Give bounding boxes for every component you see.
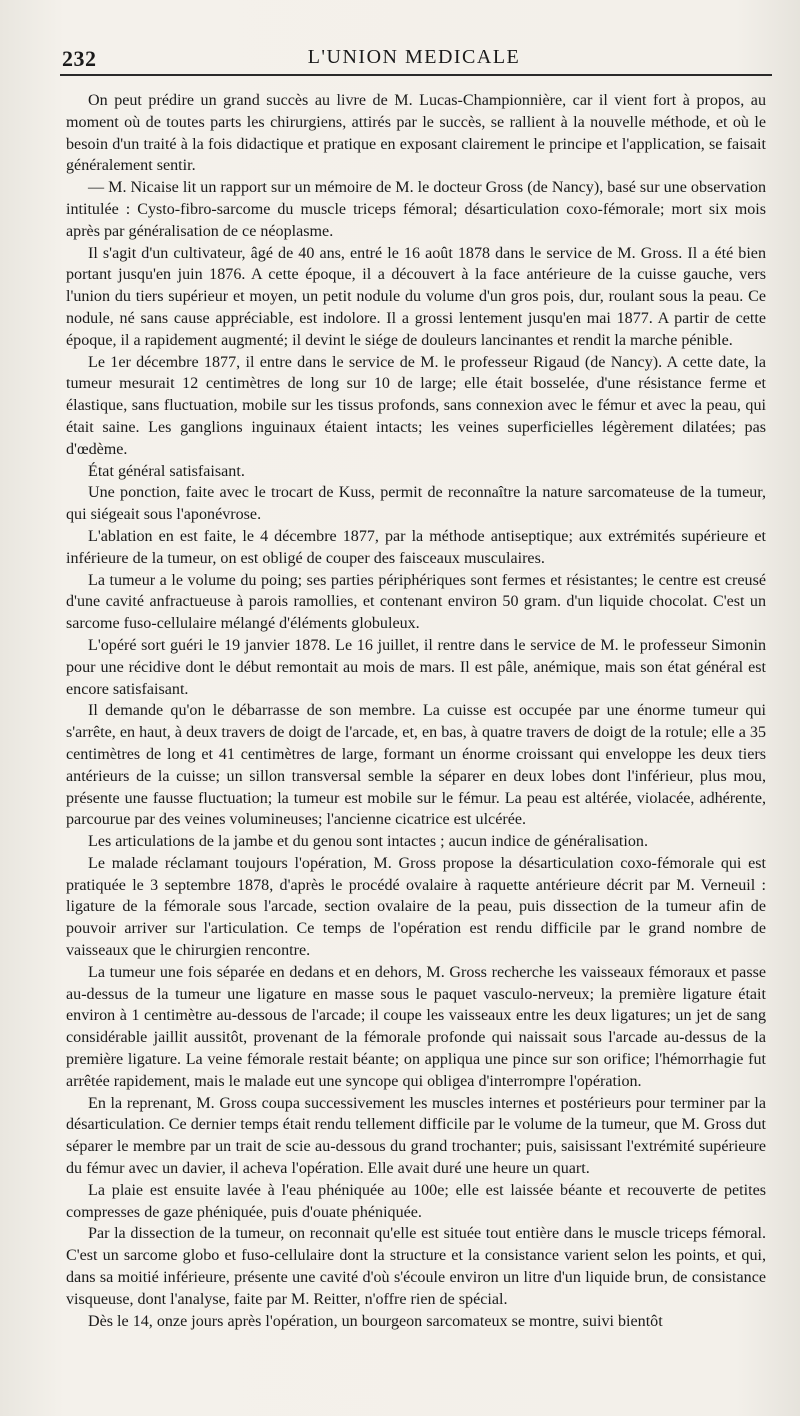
article-body bbox=[66, 90, 766, 1332]
paragraph-joints-intact: Les articulations de la jambe et du genou sont intactes ; aucun indice de généralisation. bbox=[88, 833, 648, 851]
paragraph-tumor-volume: La tumeur a le volume du poing; ses parties périphériques sont fermes et résistantes; le centre est creusé d'une cavité anfractueuse à parois ramollies, et contenant environ 50 gram. d'un liquide chocolat. C'est un sarcome fuso-cellulaire mélangé d'éléments globuleux. bbox=[66, 571, 766, 633]
paragraph-ablation: L'ablation en est faite, le 4 décembre 1877, par la méthode antiseptique; aux extrémités supérieure et inférieure de la tumeur, on est obligé de couper des faisceaux musculaires. bbox=[66, 527, 766, 567]
paragraph-puncture: Une ponction, faite avec le trocart de Kuss, permit de reconnaître la nature sarcomateuse de la tumeur, qui siégeait sous l'aponévrose. bbox=[66, 484, 766, 524]
paragraph-sprout: Dès le 14, onze jours après l'opération, un bourgeon sarcomateux se montre, suivi bientôt bbox=[88, 1312, 663, 1330]
paragraph-recurrence: L'opéré sort guéri le 19 janvier 1878. Le 16 juillet, il rentre dans le service de M. le professeur Simonin pour une récidive dont le début remontait au mois de mars. Il est pâle, anémique, mais son état général est encore satisfaisant. bbox=[66, 636, 766, 698]
running-head bbox=[62, 44, 766, 74]
paragraph-general-state: État général satisfaisant. bbox=[88, 462, 245, 480]
paragraph-wound-dressing: La plaie est ensuite lavée à l'eau phéniquée au 100e; elle est laissée béante et recouverte de petites compresses de gaze phéniquée, puis d'ouate phéniquée. bbox=[66, 1181, 766, 1221]
paragraph-patient-history: Il s'agit d'un cultivateur, âgé de 40 ans, entré le 16 août 1878 dans le service de M. Gross. Il a été bien portant jusqu'en juin 1876. A cette époque, il a découvert à la face antérieure de la cuisse gauche, vers l'union du tiers supérieur et moyen, un petit nodule du volume d'un gros pois, dur, roulant sous la peau. Ce nodule, né sans cause appréciable, est indolore. Il a grossi lentement jusqu'en mai 1877. A partir de cette époque, il a rapidement augmenté; il devint le siége de douleurs lancinantes et rendit la marche pénible. bbox=[66, 244, 766, 349]
paragraph-rigaud-admission: Le 1er décembre 1877, il entre dans le service de M. le professeur Rigaud (de Nancy). A cette date, la tumeur mesurait 12 centimètres de long sur 10 de large; elle était bosselée, d'une résistance ferme et élastique, sans fluctuation, mobile sur les tissus profonds, sans connexion avec le fémur et avec la peau, qui était saine. Les ganglions inguinaux étaient intacts; les veines superficielles légèrement dilatées; pas d'œdème. bbox=[66, 353, 766, 458]
paragraph-ligature: La tumeur une fois séparée en dedans et en dehors, M. Gross recherche les vaisseaux fémoraux et passe au-dessus de la tumeur une ligature en masse sous le paquet vasculo-nerveux; la première ligature était environ à 1 centimètre au-dessous de l'arcade; il coupe les vaisseaux entre les deux ligatures; un jet de sang considérable jaillit aussitôt, provenant de la fémorale profonde qui naissait sous l'arcade au-dessus de la première ligature. La veine fémorale restait béante; on appliqua une pince sur son orifice; l'hémorrhagie fut arrêtée rapidement, mais le malade eut une syncope qui obligea d'interrompre l'opération. bbox=[66, 963, 766, 1090]
header-rule bbox=[60, 74, 772, 76]
paragraph-nicaise-report: — M. Nicaise lit un rapport sur un mémoire de M. le docteur Gross (de Nancy), basé sur une observation intitulée : Cysto-fibro-sarcome du muscle triceps fémoral; désarticulation coxo-fémorale; mort six mois après par généralisation de ce néoplasme. bbox=[66, 179, 766, 240]
paragraph-disarticulation: Le malade réclamant toujours l'opération, M. Gross propose la désarticulation coxo-fémorale qui est pratiquée le 3 septembre 1878, d'après le procédé ovalaire à raquette antérieure décrit par M. Verneuil : ligature de la fémorale sous l'arcade, section ovalaire de la peau, puis dissection de la tumeur afin de pouvoir arriver sur l'articulation. Ce temps de l'opération est rendu difficile par le grand nombre de vaisseaux que le chirurgien rencontre. bbox=[66, 854, 766, 960]
page-number: 232 bbox=[62, 46, 97, 71]
paragraph-dissection: Par la dissection de la tumeur, on reconnait qu'elle est située tout entière dans le muscle triceps fémoral. C'est un sarcome globo et fuso-cellulaire dont la structure et la consistance varient selon les points, et qui, dans sa moitié inférieure, présente une cavité d'où s'écoule environ un litre d'un liquide brun, de consistance visqueuse, dont l'analyse, faite par M. Reitter, n'offre rien de spécial. bbox=[66, 1225, 766, 1308]
paragraph-amputation-request: Il demande qu'on le débarrasse de son membre. La cuisse est occupée par une énorme tumeur qui s'arrête, en haut, à deux travers de doigt de l'arcade, et, en bas, à quatre travers de doigt de la rotule; elle a 35 centimètres de long et 41 centimètres de large, formant un énorme croissant qui enveloppe les deux tiers antérieurs de la cuisse; un sillon transversal semble la séparer en deux lobes dont l'inférieur, plus mou, présente une fausse fluctuation; la tumeur est mobile sur le fémur. La peau est altérée, violacée, adhérente, parcourue par des veines volumineuses; l'ancienne cicatrice est ulcérée. bbox=[66, 702, 766, 829]
paragraph-resumption: En la reprenant, M. Gross coupa successivement les muscles internes et postérieurs pour terminer par la désarticulation. Ce dernier temps était rendu tellement difficile par le volume de la tumeur, que M. Gross dut séparer le membre par un trait de scie au-dessous du grand trochanter; puis, saisissant l'extrémité supérieure du fémur avec un davier, il acheva l'opération. Elle avait duré une heure un quart. bbox=[66, 1094, 766, 1178]
paragraph-lucas-championniere: On peut prédire un grand succès au livre de M. Lucas-Championnière, car il vient fort à propos, au moment où de toutes parts les chirurgiens, attirés par le succès, se rallient à la nouvelle méthode, et où le besoin d'un traité à la fois didactique et pratique en exposant clairement le principe et l'application, se faisait généralement sentir. bbox=[66, 92, 766, 175]
journal-title: L'UNION MEDICALE bbox=[307, 46, 521, 68]
